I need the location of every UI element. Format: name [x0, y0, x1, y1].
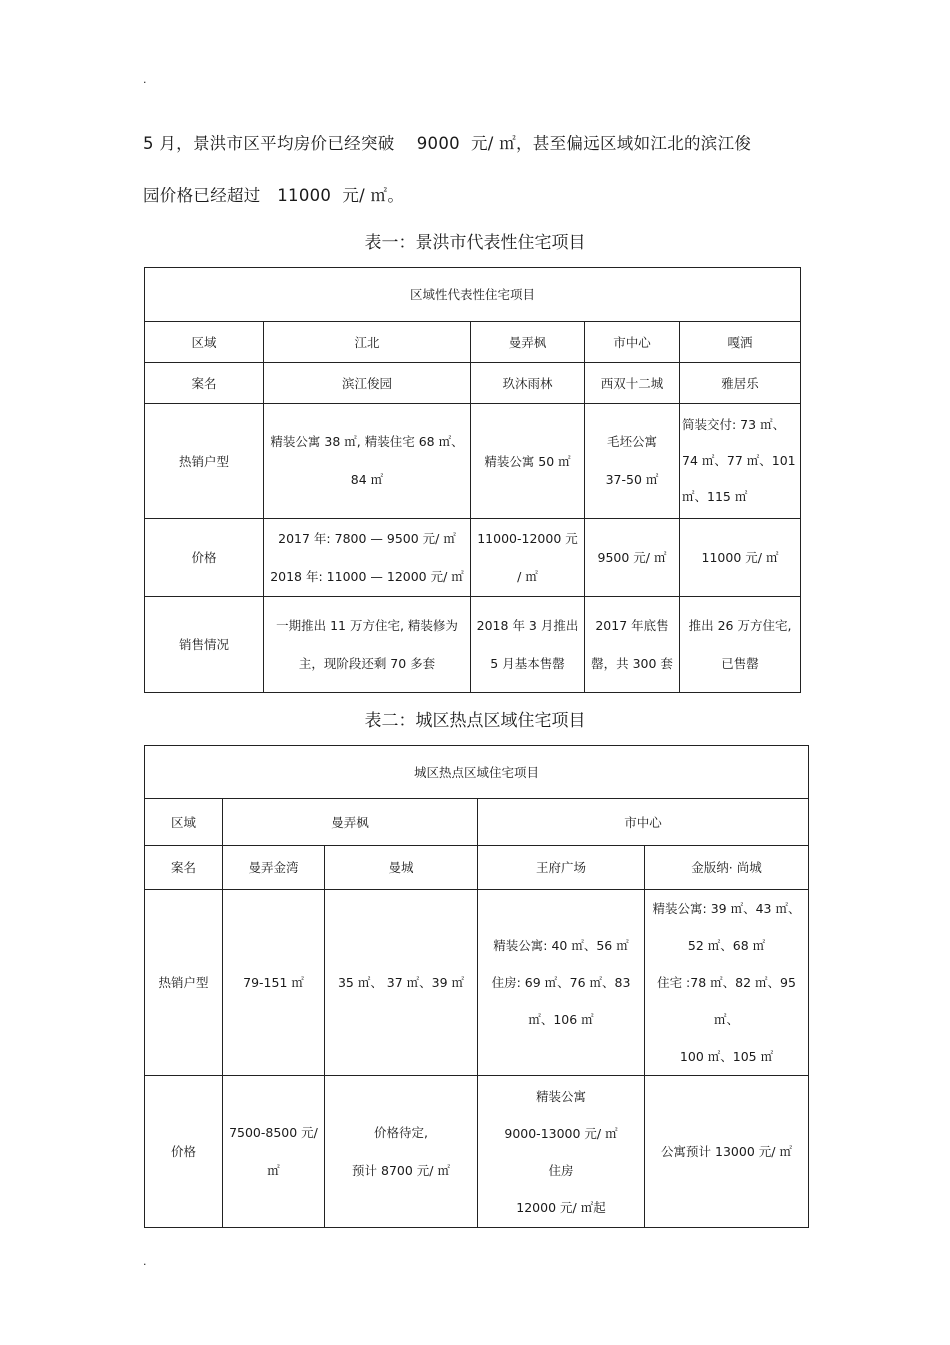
table1-row-label: 销售情况 [145, 597, 264, 693]
table2-row-label: 价格 [145, 1076, 223, 1228]
table1-cell: 简装交付: 73 ㎡、 74 ㎡、77 ㎡、101 ㎡、115 ㎡ [680, 404, 801, 519]
table1-header-cell: 江北 [264, 322, 471, 363]
table1-cell: 9500 元/ ㎡ [585, 519, 680, 597]
table2-type-row [145, 890, 809, 1076]
table2-cell: 79-151 ㎡ [223, 890, 325, 1076]
table1-row-name [145, 363, 801, 404]
table2-cell: 价格待定, 预计 8700 元/ ㎡ [325, 1076, 478, 1228]
table1-caption: 表一：景洪市代表性住宅项目 [364, 233, 586, 253]
table2-cell: 35 ㎡、 37 ㎡、39 ㎡ [325, 890, 478, 1076]
table1-cell: 西双十二城 [585, 363, 680, 404]
table1-cell: 2018 年 3 月推出 5 月基本售罄 [471, 597, 585, 693]
table2-row-label: 热销户型 [145, 890, 223, 1076]
table1-cell: 11000 元/ ㎡ [680, 519, 801, 597]
table1-cell: 精装公寓 38 ㎡, 精装住宅 68 ㎡、 84 ㎡ [264, 404, 471, 519]
table1-cell: 2017 年底售 罄，共 300 套 [585, 597, 680, 693]
table1-row-price [145, 519, 801, 597]
table2-row-label: 案名 [145, 846, 223, 890]
table2-cell: 金版纳· 尚城 [645, 846, 809, 890]
page-top-mark: . [143, 73, 147, 86]
table1-cell: 推出 26 万方住宅, 已售罄 [680, 597, 801, 693]
table2-cell: 王府广场 [478, 846, 645, 890]
table1-header-cell: 曼弄枫 [471, 322, 585, 363]
table2-region-cell: 曼弄枫 [223, 799, 478, 846]
paragraph-line-1: 5 月，景洪市区平均房价已经突破 9000 元/ ㎡，甚至偏远区域如江北的滨江俊 [143, 134, 752, 153]
table2-caption: 表二：城区热点区域住宅项目 [364, 711, 586, 731]
table2-row-label: 区域 [145, 799, 223, 846]
table2-cell: 精装公寓: 40 ㎡、56 ㎡ 住房: 69 ㎡、76 ㎡、83 ㎡、106 ㎡ [478, 890, 645, 1076]
table1-header-cell: 市中心 [585, 322, 680, 363]
table2-cell: 曼弄金湾 [223, 846, 325, 890]
table2-cell: 7500-8500 元/ ㎡ [223, 1076, 325, 1228]
table2 [144, 745, 809, 1228]
table1-cell: 玖沐雨林 [471, 363, 585, 404]
table2-region-cell: 市中心 [478, 799, 809, 846]
table1-row-label: 价格 [145, 519, 264, 597]
table2-cell: 公寓预计 13000 元/ ㎡ [645, 1076, 809, 1228]
table1-header-cell: 嘎洒 [680, 322, 801, 363]
table1-title: 区域性代表性住宅项目 [145, 268, 801, 322]
table1-cell: 一期推出 11 万方住宅, 精装修为 主，现阶段还剩 70 多套 [264, 597, 471, 693]
table1-row-label: 案名 [145, 363, 264, 404]
table1-row-sales [145, 597, 801, 693]
table2-name-row [145, 846, 809, 890]
table1-cell: 毛坯公寓 37-50 ㎡ [585, 404, 680, 519]
table2-cell: 精装公寓 9000-13000 元/ ㎡ 住房 12000 元/ ㎡起 [478, 1076, 645, 1228]
table1-cell: 雅居乐 [680, 363, 801, 404]
table1 [144, 267, 801, 693]
table2-cell: 精装公寓: 39 ㎡、43 ㎡、 52 ㎡、68 ㎡ 住宅 :78 ㎡、82 ㎡、95 ㎡、 100 ㎡、105 ㎡ [645, 890, 809, 1076]
table2-price-row [145, 1076, 809, 1228]
table1-cell: 2017 年: 7800 — 9500 元/ ㎡ 2018 年: 11000 — 12000 元/ ㎡ [264, 519, 471, 597]
table1-cell: 11000-12000 元 / ㎡ [471, 519, 585, 597]
table1-row-units [145, 404, 801, 519]
table2-cell: 曼城 [325, 846, 478, 890]
table1-title-row [145, 268, 801, 322]
table2-title-row [145, 746, 809, 799]
paragraph-line-2: 园价格已经超过 11000 元/ ㎡。 [143, 186, 405, 205]
table1-header-cell: 区域 [145, 322, 264, 363]
table2-title: 城区热点区域住宅项目 [145, 746, 809, 799]
table2-region-row [145, 799, 809, 846]
table1-cell: 滨江俊园 [264, 363, 471, 404]
table1-cell: 精装公寓 50 ㎡ [471, 404, 585, 519]
table1-row-label: 热销户型 [145, 404, 264, 519]
page-bottom-mark: . [143, 1255, 147, 1268]
table1-header-row [145, 322, 801, 363]
